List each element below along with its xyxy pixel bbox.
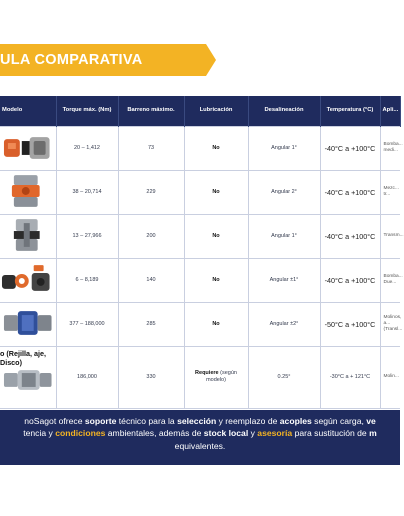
comparison-table [0,96,404,409]
cell-temperature: -40°C a +100°C [320,170,380,214]
header-lubrication: Lubricación [184,96,248,126]
jaw-coupling-icon [0,127,56,167]
footer-line-1 [0,415,400,427]
coupling-image-grid [0,346,56,408]
coupling-image-pin [0,302,56,346]
table-row [0,214,400,258]
grid-coupling-icon [0,367,56,393]
footer-text: para sustitución de [292,428,370,439]
model-name: o (Rejilla, aje, Disco) [0,348,46,367]
footer-text: técnico para la [116,416,178,426]
footer-emphasis: ve [366,416,376,426]
header-temperature: Temperatura (°C) [320,96,380,126]
cell-torque: 20 – 1,412 [56,126,118,170]
header-torque: Torque máx. (Nm) [56,96,118,126]
cell-temperature: -50°C a +100°C [320,302,380,346]
footer-line-3: equivalentes. [174,440,226,451]
footer-emphasis: asesoría [257,428,293,439]
footer-text: tencia y [23,428,56,439]
footer-line-2 [0,427,400,439]
table-row [0,302,400,346]
footer-text: y reemplazo de [216,416,280,426]
footer-text: noSagot ofrece [24,416,85,426]
footer-emphasis: stock local [203,428,249,439]
cell-bore: 229 [118,170,184,214]
cell-misalignment: Angular 2° [248,170,320,214]
cell-application: Molin... [380,346,400,408]
footer-emphasis: acoples [279,416,312,426]
tire-coupling-icon [0,215,56,255]
cell-torque: 13 – 27,966 [56,214,118,258]
header-bore: Barreno máximo. [118,96,184,126]
footer-emphasis: selección [177,416,217,426]
cell-bore: 73 [118,126,184,170]
header-misalignment: Desalineación [248,96,320,126]
cell-bore: 200 [118,214,184,258]
cell-temperature: -40°C a +100°C [320,126,380,170]
cell-application: Molinos, a... (Transl... [380,302,400,346]
page-title: ULA COMPARATIVA [0,52,143,68]
cell-misalignment: Angular ±2° [248,302,320,346]
footer-emphasis: soporte [84,416,117,426]
cell-temperature: -30°C a + 121°C [320,346,380,408]
coupling-image-tire [0,214,56,258]
cell-lubrication: No [184,170,248,214]
sleeve-coupling-icon [0,171,56,211]
cell-application: Transm... [380,214,400,258]
cell-temperature: -40°C a +100°C [320,214,380,258]
table-row [0,258,400,302]
table-row [0,170,400,214]
footer-emphasis: m [369,428,377,439]
support-footer [0,410,400,465]
coupling-image-spider [0,258,56,302]
cell-torque: 6 – 8,189 [56,258,118,302]
lubrication-note: (según modelo) [206,369,237,383]
coupling-image-sleeve [0,170,56,214]
header-application: Apli... [380,96,400,126]
cell-lubrication: No [184,214,248,258]
cell-misalignment: Angular ±1° [248,258,320,302]
cell-application: Bomba... medi... [380,126,400,170]
spider-coupling-icon [0,259,56,299]
cell-misalignment: Angular 1° [248,126,320,170]
footer-emphasis: condiciones [55,428,106,439]
cell-bore: 285 [118,302,184,346]
header-model: Modelo [0,96,56,126]
cell-misalignment: 0.25° [248,346,320,408]
table-row [0,346,400,408]
cell-bore: 140 [118,258,184,302]
cell-misalignment: Angular 1° [248,214,320,258]
cell-application: Mezc... tr... [380,170,400,214]
coupling-image-jaw [0,126,56,170]
cell-temperature: -40°C a +100°C [320,258,380,302]
footer-text: ambientales, además de [105,428,204,439]
cell-lubrication [184,346,248,408]
footer-text: y [248,428,258,439]
table-row [0,126,400,170]
cell-torque: 38 – 20,714 [56,170,118,214]
cell-lubrication: No [184,258,248,302]
footer-text: según carga, [311,416,367,426]
lubrication-requires: Requiere [195,369,219,376]
cell-torque: 377 – 188,000 [56,302,118,346]
cell-bore: 330 [118,346,184,408]
cell-application: Bomba... Due... [380,258,400,302]
cell-lubrication: No [184,126,248,170]
cell-lubrication: No [184,302,248,346]
cell-torque: 186,000 [56,346,118,408]
table-header-row [0,96,400,126]
pin-coupling-icon [0,303,56,343]
